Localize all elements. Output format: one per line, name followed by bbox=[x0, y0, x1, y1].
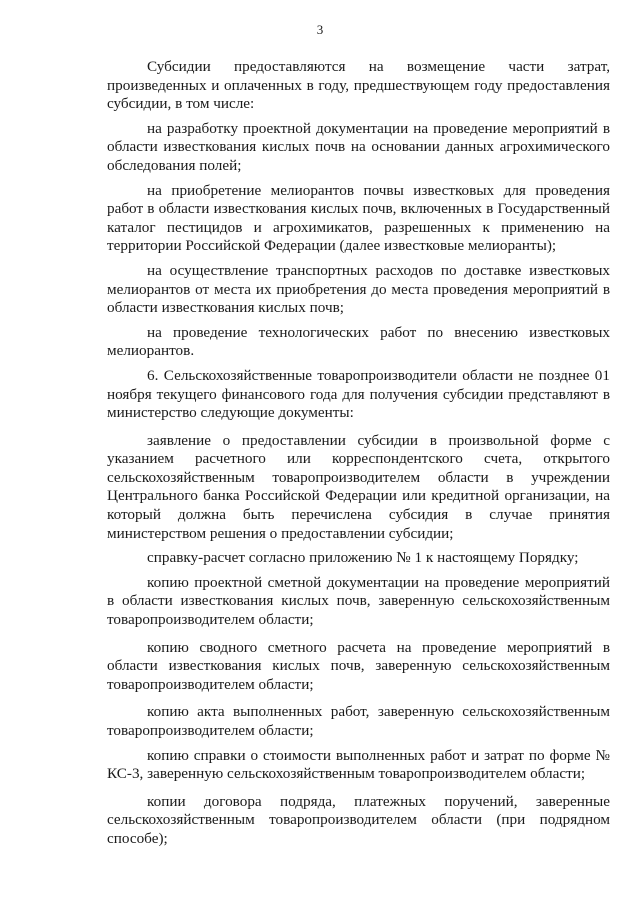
paragraph-acceptance-act-copy: копию акта выполненных работ, заверенную сельскохозяйственным товаропроизводителем области; bbox=[107, 703, 610, 739]
paragraph-ks3-certificate-copy: копию справки о стоимости выполненных работ и затрат по форме № КС-3, заверенную сельскохозяйственным товаропроизводителем области; bbox=[107, 746, 610, 783]
paragraph-ameliorant-purchase: на приобретение мелиорантов почвы известковых для проведения работ в области известкования кислых почв, включенных в Государственный каталог пестицидов и агрохимикатов, разрешенных к применению на территории Российской Федерации (далее известковые мелиоранты); bbox=[107, 181, 610, 255]
paragraph-subsidies-purpose: Субсидии предоставляются на возмещение части затрат, произведенных и оплаченных в году, предшествующем году предоставления субсидии, в том числе: bbox=[107, 58, 610, 113]
paragraph-technological-works: на проведение технологических работ по внесению известковых мелиорантов. bbox=[107, 323, 610, 360]
paragraph-item-6: 6. Сельскохозяйственные товаропроизводители области не позднее 01 ноября текущего финансового года для получения субсидии представляют в министерство следующие документы: bbox=[107, 366, 610, 422]
document-body bbox=[107, 58, 610, 849]
paragraph-contract-copies: копии договора подряда, платежных поручений, заверенные сельскохозяйственным товаропроизводителем области (при подрядном способе); bbox=[107, 792, 610, 847]
paragraph-calculation-certificate: справку-расчет согласно приложению № 1 к настоящему Порядку; bbox=[147, 549, 579, 567]
paragraph-project-documentation: на разработку проектной документации на проведение мероприятий в области известкования кислых почв на основании данных агрохимического обследования полей; bbox=[107, 119, 610, 174]
page-number: 3 bbox=[316, 22, 324, 37]
paragraph-summary-estimate-copy: копию сводного сметного расчета на проведение мероприятий в области известкования кислых почв, заверенную сельскохозяйственным товаропроизводителем области; bbox=[107, 638, 610, 693]
paragraph-project-estimate-copy: копию проектной сметной документации на проведение мероприятий в области известкования кислых почв, заверенную сельскохозяйственным товаропроизводителем области; bbox=[107, 573, 610, 629]
paragraph-transport-costs: на осуществление транспортных расходов по доставке известковых мелиорантов от места их приобретения до места проведения мероприятий в области известкования кислых почв; bbox=[107, 261, 610, 317]
paragraph-application: заявление о предоставлении субсидии в произвольной форме с указанием расчетного или корреспондентского счета, открытого сельскохозяйственным товаропроизводителем области в учреждении Центрального банка Российской Федерации или кредитной организации, на который должна быть перечислена субсидия в случае принятия министерством решения о предоставлении субсидии; bbox=[107, 431, 610, 542]
